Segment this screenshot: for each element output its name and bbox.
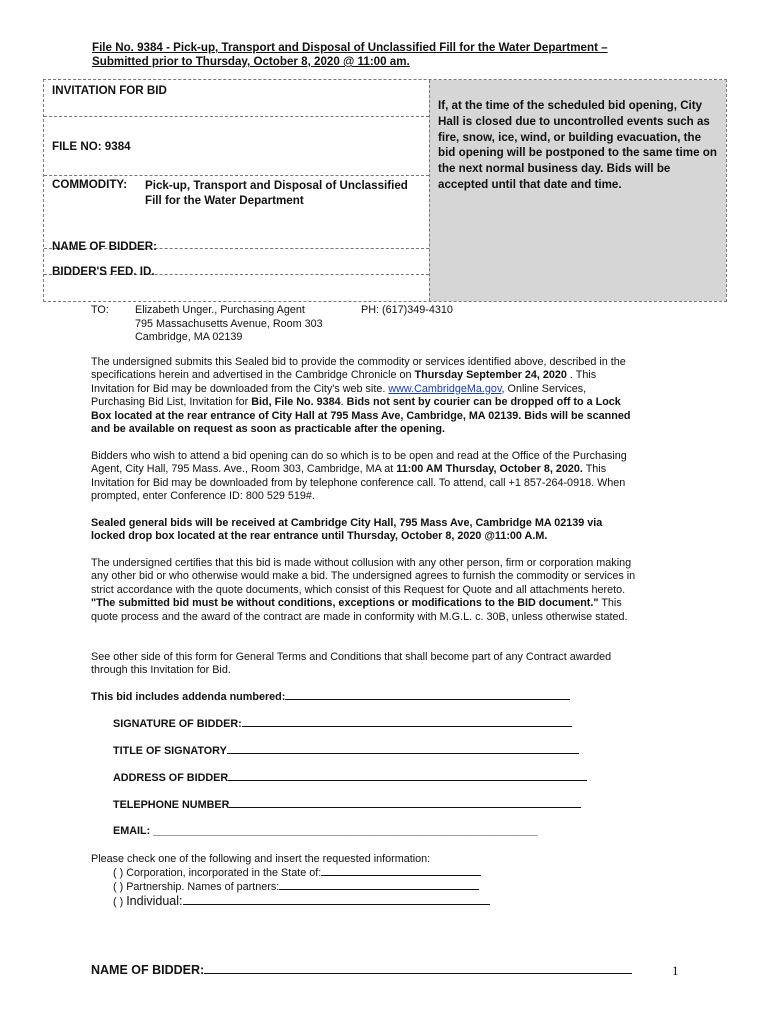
partnership-label: ( ) Partnership. Names of partners: <box>113 881 280 893</box>
fed-id-label: BIDDER'S FED. ID. <box>52 265 155 278</box>
paragraph-bid-opening <box>91 450 639 504</box>
p1-text-a: The undersigned submits this Sealed bid to provide the commodity or services identified above, described in the specifications herein and advertised in the Cambridge Chronicle on <box>91 356 626 382</box>
p1-text-c: . This Invitation for Bid may be downloaded from the City's web site. <box>91 369 597 395</box>
invitation-label: INVITATION FOR BID <box>52 84 167 97</box>
title-label: TITLE OF SIGNATORY <box>113 745 227 757</box>
email-field[interactable] <box>113 825 537 837</box>
entity-type-intro: Please check one of the following and insert the requested information: <box>91 853 431 865</box>
telephone-field[interactable] <box>113 798 581 811</box>
p4-text-a: The undersigned certifies that this bid is made without collusion with any other person, firm or corporation making any other bid or who otherwise would make a bid. The undersigned agrees to furnish the commodity or services in strict accordance with the quote documents, which consist of this Request for Quote and all attachments hereto. <box>91 557 636 596</box>
bid-info-box <box>43 79 727 302</box>
partnership-line[interactable] <box>279 880 479 890</box>
telephone-line[interactable] <box>229 798 581 808</box>
recipient-address <box>135 304 375 345</box>
p1-date: Thursday September 24, 2020 <box>414 369 567 382</box>
individual-line[interactable] <box>183 895 490 905</box>
p2-date: 11:00 AM Thursday, October 8, 2020. <box>396 463 583 476</box>
invitation-row <box>44 80 429 117</box>
closure-notice: If, at the time of the scheduled bid opening, City Hall is closed due to uncontrolled events such as fire, snow, ice, wind, or building evacuation, the bid opening will be postponed to the same time on the next normal business day. Bids will be accepted until that date and time. <box>429 80 726 301</box>
city-website-link[interactable]: www.CambridgeMa.gov <box>388 382 502 395</box>
signature-label: SIGNATURE OF BIDDER: <box>113 718 242 730</box>
individual-label: Individual: <box>126 894 183 908</box>
document-header <box>92 41 712 69</box>
addenda-field[interactable] <box>91 690 570 703</box>
paragraph-certification <box>91 557 639 624</box>
corporation-option[interactable] <box>91 866 490 880</box>
p1-text-f: . <box>340 396 347 409</box>
individual-option[interactable] <box>91 894 490 909</box>
header-line-1: File No. 9384 - Pick-up, Transport and Disposal of Unclassified Fill for the Water Department – <box>92 41 608 54</box>
bid-info-left <box>44 80 429 301</box>
addenda-line[interactable] <box>285 690 570 700</box>
page-number: 1 <box>672 963 679 978</box>
commodity-label: COMMODITY: <box>52 178 128 191</box>
signature-line[interactable] <box>242 717 572 727</box>
paragraph-terms: See other side of this form for General Terms and Conditions that shall become part of any Contract awarded through this Invitation for Bid. <box>91 651 612 677</box>
footer-bidder-name[interactable] <box>91 962 632 977</box>
phone-number: PH: (617)349-4310 <box>361 304 453 316</box>
to-label: TO: <box>91 304 109 316</box>
file-number: FILE NO: 9384 <box>52 140 131 153</box>
street-address: 795 Massachusetts Avenue, Room 303 <box>135 317 323 330</box>
paragraph-sealed-bids: Sealed general bids will be received at Cambridge City Hall, 795 Mass Ave, Cambridge MA 02139 via locked drop box located at the rear entrance until Thursday, October 8, 2020 @11:00 A.M. <box>91 517 603 543</box>
partnership-option[interactable] <box>91 880 490 894</box>
email-label: EMAIL: ________________________________________________________________ <box>113 825 538 837</box>
address-label: ADDRESS OF BIDDER <box>113 772 229 784</box>
title-field[interactable] <box>113 744 579 757</box>
address-field[interactable] <box>113 771 587 784</box>
telephone-label: TELEPHONE NUMBER <box>113 799 230 811</box>
p4-text-c: This quote process and the award of the contract are made in conformity with M.G.L. c. 30B, unless otherwise stated. <box>91 597 628 623</box>
p4-conditions: "The submitted bid must be without conditions, exceptions or modifications to the BID document." <box>91 597 599 610</box>
commodity-value: Pick-up, Transport and Disposal of Unclassified Fill for the Water Department <box>145 179 408 207</box>
signature-field[interactable] <box>113 717 572 730</box>
entity-type-section <box>91 852 490 909</box>
city-state-zip: Cambridge, MA 02139 <box>135 331 243 343</box>
address-line[interactable] <box>228 771 587 781</box>
p1-lockbox-note: Bids not sent by courier can be dropped off to a Lock Box located at the rear entrance of City Hall at 795 Mass Ave, Cambridge, MA 02139. Bids will be scanned and be available on request as soon as practicable after the opening. <box>91 396 631 436</box>
addenda-label: This bid includes addenda numbered: <box>91 691 286 703</box>
corporation-label: ( ) Corporation, incorporated in the State of: <box>113 867 322 879</box>
file-commodity-row <box>44 117 429 249</box>
fed-id-row[interactable] <box>44 265 429 301</box>
agent-name: Elizabeth Unger., Purchasing Agent <box>135 304 305 316</box>
header-line-2: Submitted prior to Thursday, October 8, 2020 @ 11:00 am. <box>92 55 410 68</box>
p2-text-a: Bidders who wish to attend a bid opening can do so which is to be open and read at the Office of the Purchasing Agent, City Hall, 795 Mass. Ave., Room 303, Cambridge, MA at <box>91 450 627 476</box>
footer-name-line[interactable] <box>204 962 632 974</box>
p1-file-ref: Bid, File No. 9384 <box>251 396 341 409</box>
p1-text-d: , Online Services, Purchasing Bid List, Invitation for <box>91 382 587 409</box>
footer-name-label: NAME OF BIDDER: <box>91 963 205 977</box>
title-line[interactable] <box>227 744 579 754</box>
p2-text-c: This Invitation for Bid may be downloaded from by telephone conference call. To attend, call +1 857-264-0918. When prompted, enter Conference ID: 800 529 519#. <box>91 463 626 503</box>
corporation-line[interactable] <box>321 866 481 876</box>
row-divider <box>44 175 429 176</box>
individual-checkbox[interactable]: ( ) <box>113 896 127 908</box>
bidder-name-label: NAME OF BIDDER: <box>52 240 157 253</box>
paragraph-submission <box>91 356 639 436</box>
